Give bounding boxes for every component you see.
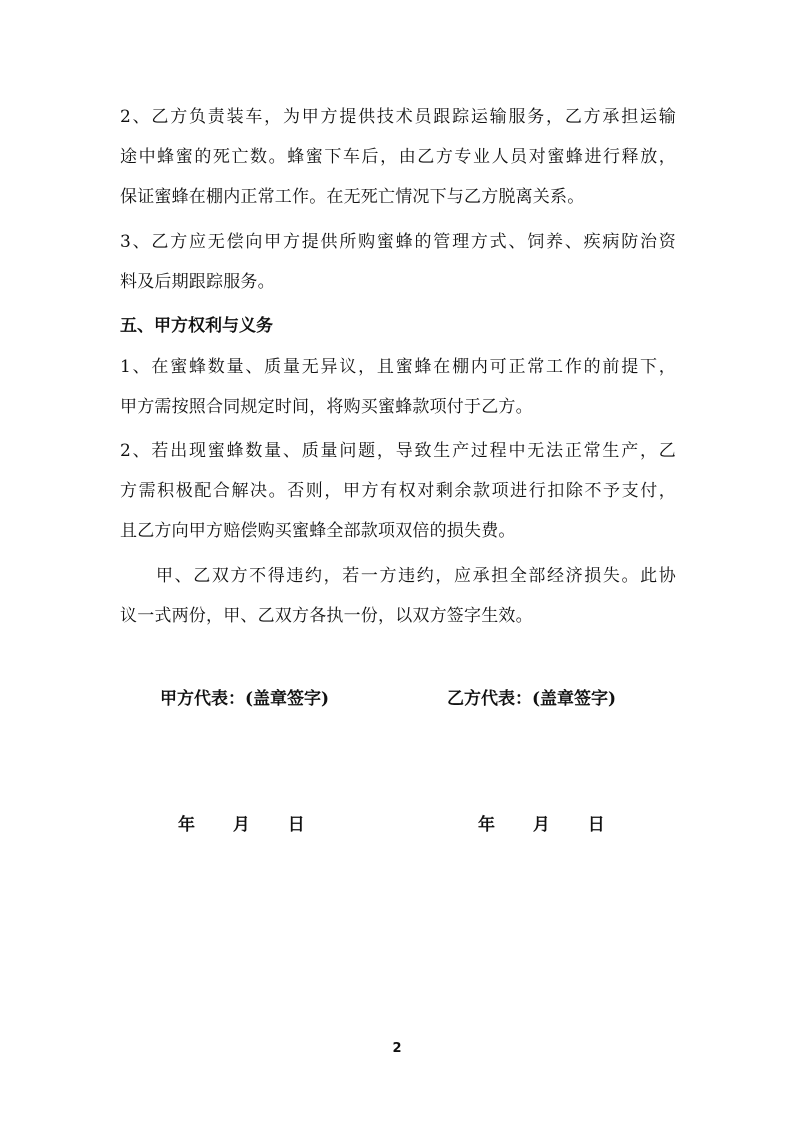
paragraph-line: 3、乙方应无偿向甲方提供所购蜜蜂的管理方式、饲养、疾病防治资 [120,232,676,252]
party-b-signature-label: 乙方代表：(盖章签字) [447,689,617,709]
paragraph-line: 料及后期跟踪服务。 [120,272,275,292]
party-b-date [478,815,605,835]
section-heading: 五、甲方权利与义务 [120,316,273,336]
date-day: 日 [587,815,605,835]
date-month: 月 [232,815,250,835]
paragraph-line: 2、乙方负责装车，为甲方提供技术员跟踪运输服务，乙方承担运输 [120,107,676,127]
paragraph-line: 保证蜜蜂在棚内正常工作。在无死亡情况下与乙方脱离关系。 [120,187,585,207]
party-a-date [178,815,305,835]
page-number: 2 [392,1041,402,1056]
paragraph-line: 途中蜂蜜的死亡数。蜂蜜下车后，由乙方专业人员对蜜蜂进行释放， [120,147,676,167]
paragraph-line: 甲方需按照合同规定时间，将购买蜜蜂款项付于乙方。 [120,397,533,417]
date-year: 年 [478,815,495,835]
closing-line: 甲、乙双方不得违约，若一方违约，应承担全部经济损失。此协 [156,566,676,586]
closing-line: 议一式两份，甲、乙双方各执一份，以双方签字生效。 [120,606,533,626]
date-month: 月 [532,815,550,835]
date-year: 年 [178,815,195,835]
party-a-signature-label: 甲方代表：(盖章签字) [160,689,330,709]
paragraph-line: 方需积极配合解决。否则，甲方有权对剩余款项进行扣除不予支付， [120,481,676,501]
date-day: 日 [287,815,305,835]
paragraph-line: 1、在蜜蜂数量、质量无异议，且蜜蜂在棚内可正常工作的前提下， [120,357,676,377]
paragraph-line: 2、若出现蜜蜂数量、质量问题，导致生产过程中无法正常生产，乙 [120,441,676,461]
paragraph-line: 且乙方向甲方赔偿购买蜜蜂全部款项双倍的损失费。 [120,521,516,541]
